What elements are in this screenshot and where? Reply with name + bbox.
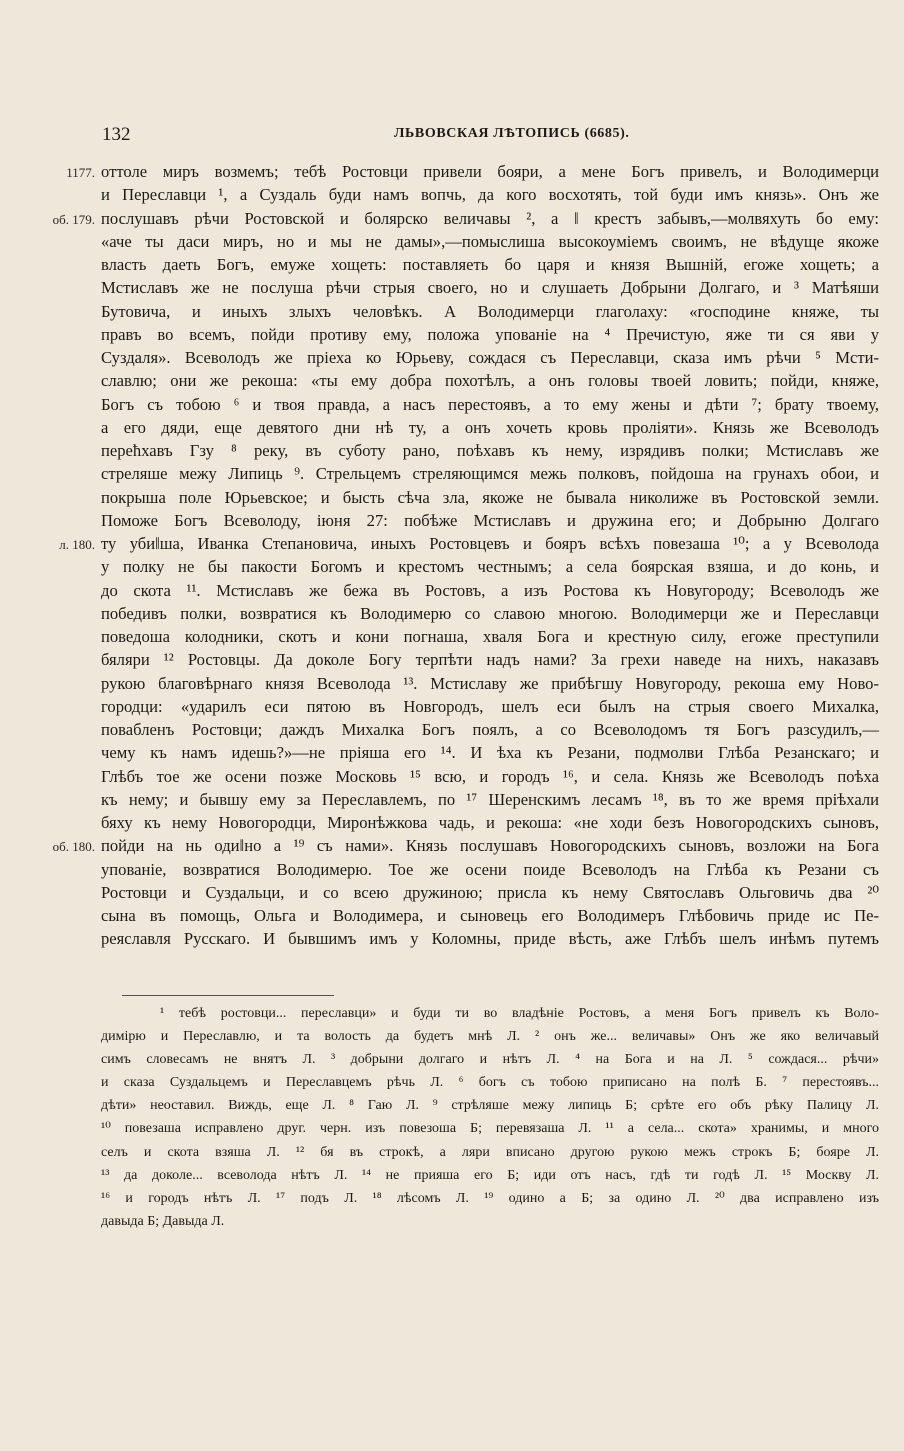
- line-text: Суздаля». Всеволодъ же пріеха ко Юрьеву, сождася съ Переславци, сказа имъ рѣчи ⁵ Мсти-: [101, 348, 879, 367]
- line-text: къ нему; и бывшу ему за Переславлемъ, по ¹⁷ Шеренскимъ лесамъ ¹⁸, въ то же время пріѣхали: [101, 789, 879, 809]
- line-text: городци: «ударилъ еси пятою въ Новгородъ, шелъ еси былъ на стрыя своего Михалка,: [101, 696, 879, 716]
- line-text: до скота ¹¹. Мстиславъ же бежа въ Ростовъ, а изъ Ростова къ Новугороду; Всеволодъ же: [101, 580, 879, 600]
- footnote-divider: [122, 995, 334, 996]
- text-line: [0, 230, 904, 253]
- text-line: [0, 695, 904, 718]
- text-line: [0, 765, 904, 788]
- footnote-text: ¹⁶ и городъ нѣтъ Л. ¹⁷ подъ Л. ¹⁸ лѣсомъ Л. ¹⁹ одино а Б; за одино Л. ²⁰ два исправлено изъ: [101, 1190, 879, 1206]
- line-text: оттоле миръ возмемъ; тебѣ Ростовци привели бояри, а мене Богъ привелъ, и Володимерци: [101, 162, 879, 181]
- footnote-line: [0, 1118, 904, 1141]
- text-line: [0, 253, 904, 276]
- text-line: [0, 346, 904, 369]
- page-number: 132: [102, 124, 131, 145]
- line-text: правъ во всемъ, пойди противу ему, положа упованіе на ⁴ Пречистую, яже ти ся яви у: [101, 324, 879, 344]
- line-text: бяху къ нему Новогородци, Миронѣжкова чадь, и рекоша: «не ходи безъ Новогородскихъ сыновъ,: [101, 813, 879, 832]
- margin-note: об. 179.: [52, 211, 95, 227]
- text-line: [0, 439, 904, 462]
- line-text: власть даеть Богъ, емуже хощеть: поставляеть бо царя и князя Вышній, егоже хощеть; а: [101, 255, 879, 274]
- footnote-text: селъ и скота взяша Л. ¹² бя въ строкѣ, а ляри вписано другою рукою межъ строкъ Б; бояре Л.: [101, 1144, 879, 1160]
- line-text: реяславля Русскаго. И бывшимъ имъ у Коломны, приде вѣсть, аже Глѣбъ шелъ инѣмъ путемъ: [101, 929, 879, 949]
- text-line: [0, 834, 904, 857]
- line-text: чему къ намъ идешь?»—не пріяша его ¹⁴. И ѣха къ Резани, подмолви Глѣба Резанскаго; и: [101, 743, 879, 763]
- text-line: [0, 183, 904, 206]
- line-text: пойди на нь оди‖но а ¹⁹ съ нами». Князь послушавъ Новогородскихъ сыновъ, возложи на Бога: [101, 836, 879, 856]
- running-title: ЛЬВОВСКАЯ ЛѢТОПИСЬ (6685).: [394, 126, 630, 141]
- margin-note: об. 180.: [52, 839, 95, 855]
- text-line: [0, 904, 904, 927]
- line-text: повабленъ Ростовци; даждъ Михалка Богъ поялъ, а со Всеволодомъ тя Богъ разсудилъ,—: [101, 720, 879, 739]
- text-line: [0, 276, 904, 299]
- line-text: поведоша колодники, скотъ и кони погнаша, хваля Бога и крестную силу, егоже преступили: [101, 627, 879, 646]
- footnote-text: ¹ тебѣ ростовци... переславци» и буди ти во владѣніе Ростовъ, а меня Богъ привелъ къ Воло-: [160, 1006, 879, 1021]
- text-line: [0, 788, 904, 811]
- footnote-line: [0, 1142, 904, 1165]
- footnote-text: ¹⁰ повезаша исправлено друг. черн. изъ повезоша Б; перевязаша Л. ¹¹ а села... скота» хранимы, и много: [101, 1121, 879, 1137]
- footnote-text: симъ словесамъ не внятъ Л. ³ добрыни долгаго и нѣтъ Л. ⁴ на Бога и на Л. ⁵ сождася... рѣчи»: [101, 1052, 879, 1068]
- line-text: Бутовича, и иныхъ злыхъ человѣкъ. А Володимерци глаголаху: «господине княже, ты: [101, 301, 879, 321]
- chronicle-text: [0, 160, 904, 951]
- page-header: [0, 124, 904, 148]
- line-text: Ростовци и Суздальци, и со всею дружиною; присла къ нему Святославъ Ольговичь два ²⁰: [101, 882, 879, 902]
- line-text: победивъ полки, возвратися къ Володимерю со славою многою. Володимерци же и Переславци: [101, 603, 879, 623]
- text-line: [0, 300, 904, 323]
- line-text: рукою благовѣрнаго князя Всеволода ¹³. Мстиславу же прибѣгшу Новугороду, рекоша ему Ново-: [101, 673, 879, 693]
- footnote-text: давыда Б; Давыда Л.: [101, 1213, 225, 1229]
- margin-note: 1177.: [66, 165, 95, 180]
- footnote-line: [0, 1165, 904, 1188]
- line-text: бяляри ¹² Ростовцы. Да доколе Богу терпѣти надъ нами? За грехи наведе на нихъ, наказавъ: [101, 650, 879, 670]
- line-text: славлю; они же рекоша: «ты ему добра похотѣлъ, а онъ головы твоей ловить; пойди, княже,: [101, 371, 879, 391]
- footnote-line: [0, 1211, 904, 1234]
- text-line: [0, 555, 904, 578]
- text-line: [0, 648, 904, 671]
- footnote-text: и сказа Суздальцемъ и Переславцемъ рѣчь Л. ⁶ богъ съ тобою приписано на полѣ Б. ⁷ перестоявъ...: [101, 1075, 879, 1091]
- text-line: [0, 462, 904, 485]
- text-line: [0, 532, 904, 555]
- footnote-line: [0, 1049, 904, 1072]
- footnote-line: [0, 1095, 904, 1118]
- text-line: [0, 602, 904, 625]
- text-line: [0, 741, 904, 764]
- footnote-text: димірю и Переславлю, и та волость да будетъ мнѣ Л. ² онъ же... величавы» Онъ же яко величавый: [101, 1029, 879, 1045]
- text-line: [0, 369, 904, 392]
- text-line: [0, 393, 904, 416]
- footnote-text: ¹³ да доколе... всеволода нѣтъ Л. ¹⁴ не прияша его Б; иди отъ насъ, гдѣ ти годѣ Л. ¹⁵ Москву Л.: [101, 1167, 879, 1183]
- line-text: стреляше межу Липиць ⁹. Стрельцемъ стреляющимся межь полковъ, пойдоша на грунахъ обои, и: [101, 464, 879, 484]
- line-text: Мстиславъ же не послуша рѣчи стрыя своего, но и слушаеть Добрыни Долгаго, и ³ Матѣяши: [101, 278, 879, 298]
- text-line: [0, 509, 904, 532]
- line-text: перећхавъ Гзу ⁸ реку, въ суботу рано, поѣхавъ къ нему, изрядивъ полки; Мстиславъ же: [101, 441, 879, 460]
- line-text: сына въ помощь, Ольга и Володимера, и сыновець его Володимеръ Глѣбовичь приде ис Пе-: [101, 906, 879, 925]
- footnote-line: [0, 1026, 904, 1049]
- text-line: [0, 718, 904, 741]
- footnote-text: дѣти» неоставил. Виждь, еще Л. ⁸ Гаю Л. ⁹ стрѣляше межу липиць Б; срѣте его объ рѣку Палицу Л.: [101, 1098, 879, 1114]
- text-line: [0, 416, 904, 439]
- text-line: [0, 858, 904, 881]
- text-line: [0, 579, 904, 602]
- text-line: [0, 323, 904, 346]
- line-text: Глѣбъ тое же осени позже Московь ¹⁵ всю, и городъ ¹⁶, и села. Князь же Всеволодъ поѣха: [101, 766, 879, 786]
- line-text: «аче ты даси миръ, но и мы не дамы»,—помыслиша высокоуміемъ своимъ, не вѣдуще якоже: [101, 231, 879, 251]
- text-line: [0, 811, 904, 834]
- footnote-line: [0, 1003, 904, 1026]
- text-line: [0, 207, 904, 230]
- text-line: [0, 486, 904, 509]
- text-line: [0, 672, 904, 695]
- line-text: ту уби‖ша, Иванка Степановича, иныхъ Ростовцевъ и бояръ всѣхъ повезаша ¹⁰; а у Всеволода: [101, 534, 879, 553]
- margin-note: л. 180.: [59, 537, 95, 552]
- line-text: упованіе, возвратися Володимерю. Тое же осени поиде Всеволодъ на Глѣба къ Резани съ: [101, 859, 879, 879]
- line-text: послушавъ рѣчи Ростовской и болярско величавы ², а ‖ крестъ забывъ,—молвяхуть бо ему:: [101, 208, 879, 228]
- footnote-line: [0, 1188, 904, 1211]
- line-text: у полку не бы пакости Богомъ и крестомъ честнымъ; а села боярская взяша, и до конь, и: [101, 557, 879, 577]
- text-line: [0, 160, 904, 183]
- line-text: Богъ съ тобою ⁶ и твоя правда, а насъ перестоявъ, а то ему жены и дѣти ⁷; брату твоему,: [101, 394, 879, 414]
- line-text: а его дяди, еще девятого дни нѣ ту, а онъ хочеть кровь проліяти». Князь же Всеволодъ: [101, 417, 879, 437]
- line-text: и Переславци ¹, а Суздаль буди намъ вопчь, да кого восхотять, той буди имъ князь». Онъ же: [101, 185, 879, 205]
- text-line: [0, 881, 904, 904]
- footnotes: [0, 1003, 904, 1234]
- footnote-line: [0, 1072, 904, 1095]
- text-line: [0, 625, 904, 648]
- text-line: [0, 927, 904, 950]
- line-text: покрыша поле Юрьевское; и бысть сѣча зла, якоже не бывала николиже въ Ростовской земли.: [101, 487, 879, 507]
- line-text: Поможе Богъ Всеволоду, іюня 27: побѣже Мстиславъ и дружина его; и Добрыню Долгаго: [101, 510, 879, 530]
